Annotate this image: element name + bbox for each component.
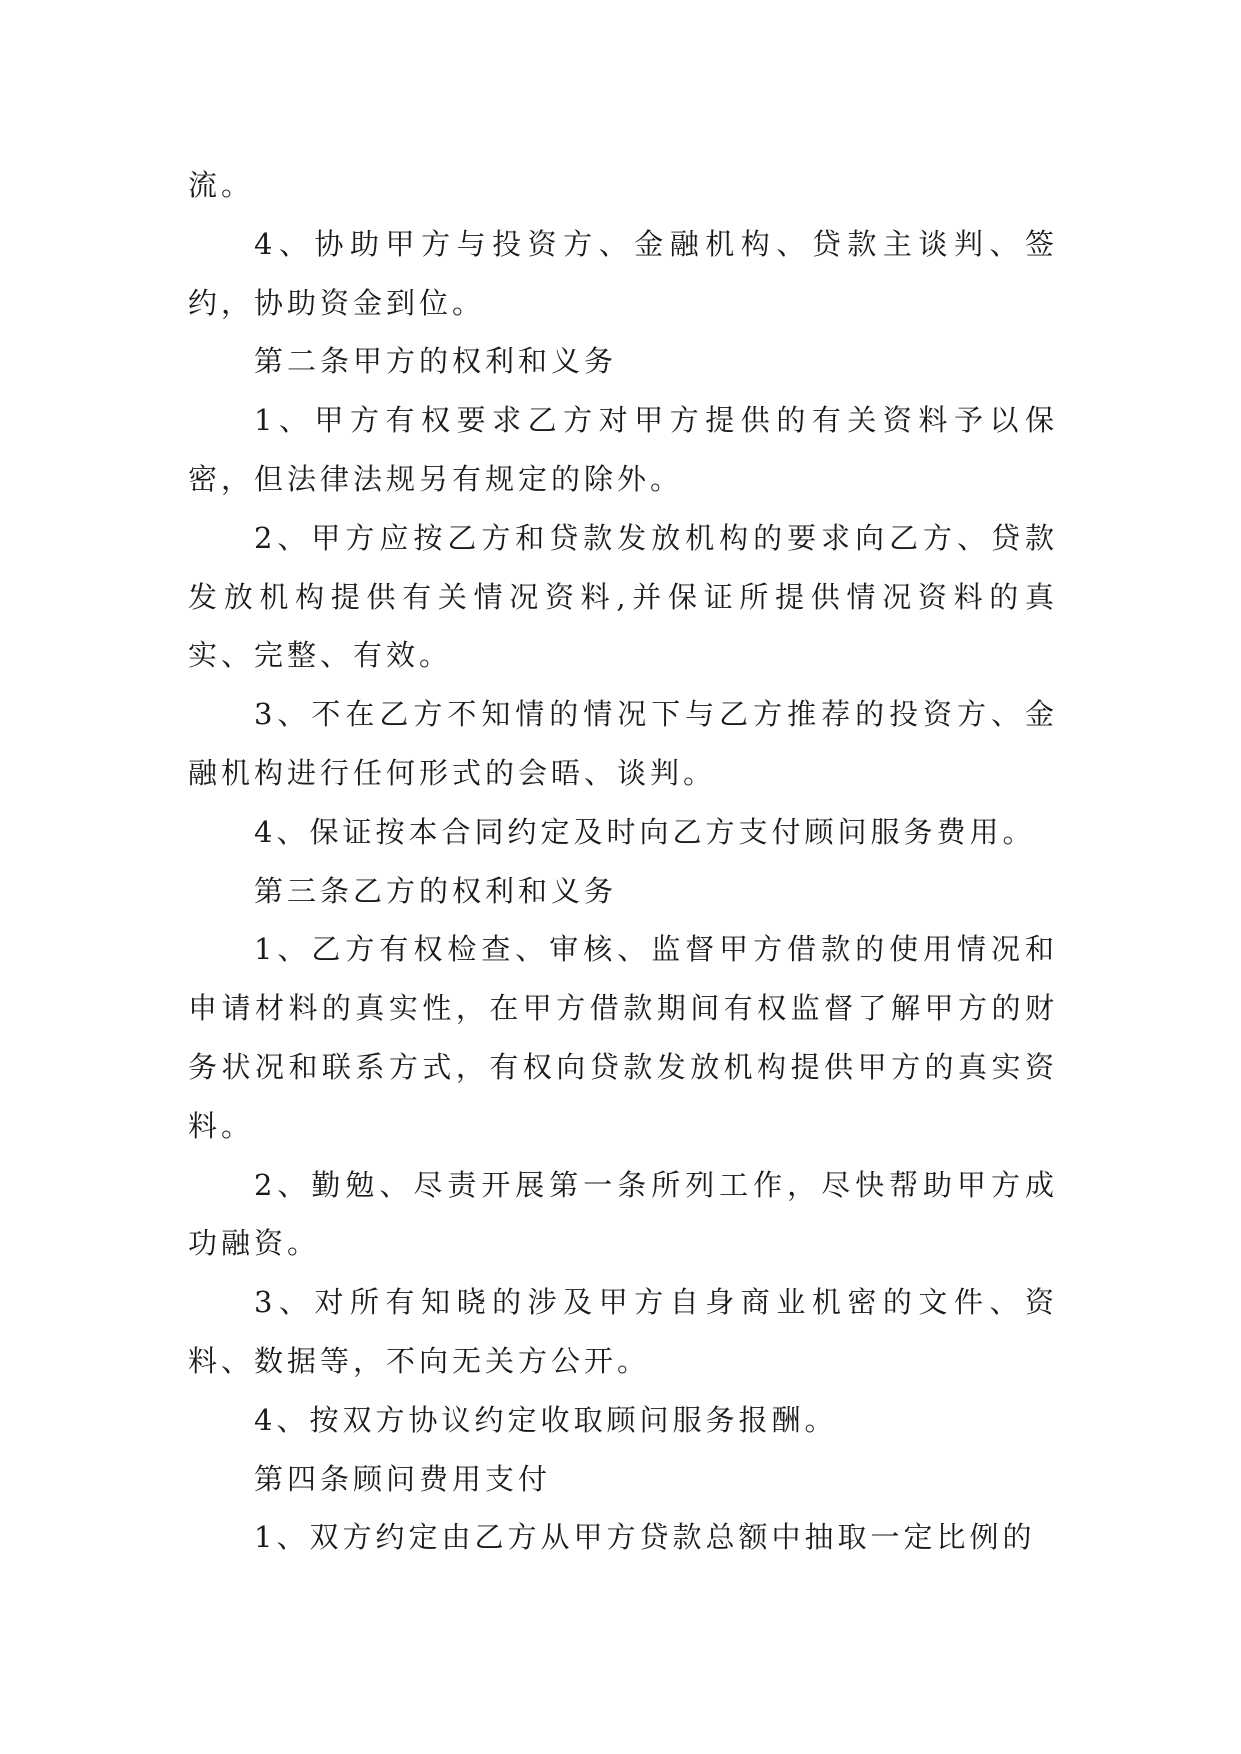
paragraph-article-2-item-3: 3、不在乙方不知情的情况下与乙方推荐的投资方、金融机构进行任何形式的会晤、谈判。 [188,697,1058,790]
paragraph-article-4-item-1: 1、双方约定由乙方从甲方贷款总额中抽取一定比例的 [254,1520,1036,1555]
paragraph-article-3-item-3: 3、对所有知晓的涉及甲方自身商业机密的文件、资料、数据等，不向无关方公开。 [188,1285,1058,1378]
section-heading-article-3: 第三条乙方的权利和义务 [254,873,618,908]
paragraph-article-3-item-2: 2、勤勉、尽责开展第一条所列工作，尽快帮助甲方成功融资。 [188,1167,1058,1261]
paragraph-continuation: 流。 [188,168,255,202]
paragraph-article-2-item-1: 1、甲方有权要求乙方对甲方提供的有关资料予以保密，但法律法规另有规定的除外。 [188,403,1058,496]
paragraph-article-3-item-1: 1、乙方有权检查、审核、监督甲方借款的使用情况和申请材料的真实性，在甲方借款期间有权监督了解甲方的财务状况和联系方式，有权向贷款发放机构提供甲方的真实资料。 [188,932,1058,1143]
section-heading-article-4: 第四条顾问费用支付 [254,1461,552,1496]
paragraph-clause-1-item-4: 4、协助甲方与投资方、金融机构、贷款主谈判、签约，协助资金到位。 [188,226,1058,320]
paragraph-article-2-item-2: 2、甲方应按乙方和贷款发放机构的要求向乙方、贷款发放机构提供有关情况资料,并保证所提供情况资料的真实、完整、有效。 [188,520,1058,673]
paragraph-article-3-item-4: 4、按双方协议约定收取顾问服务报酬。 [254,1402,838,1437]
section-heading-article-2: 第二条甲方的权利和义务 [254,344,618,379]
document-body [188,156,1058,1567]
paragraph-article-2-item-4: 4、保证按本合同约定及时向乙方支付顾问服务费用。 [254,814,1036,849]
